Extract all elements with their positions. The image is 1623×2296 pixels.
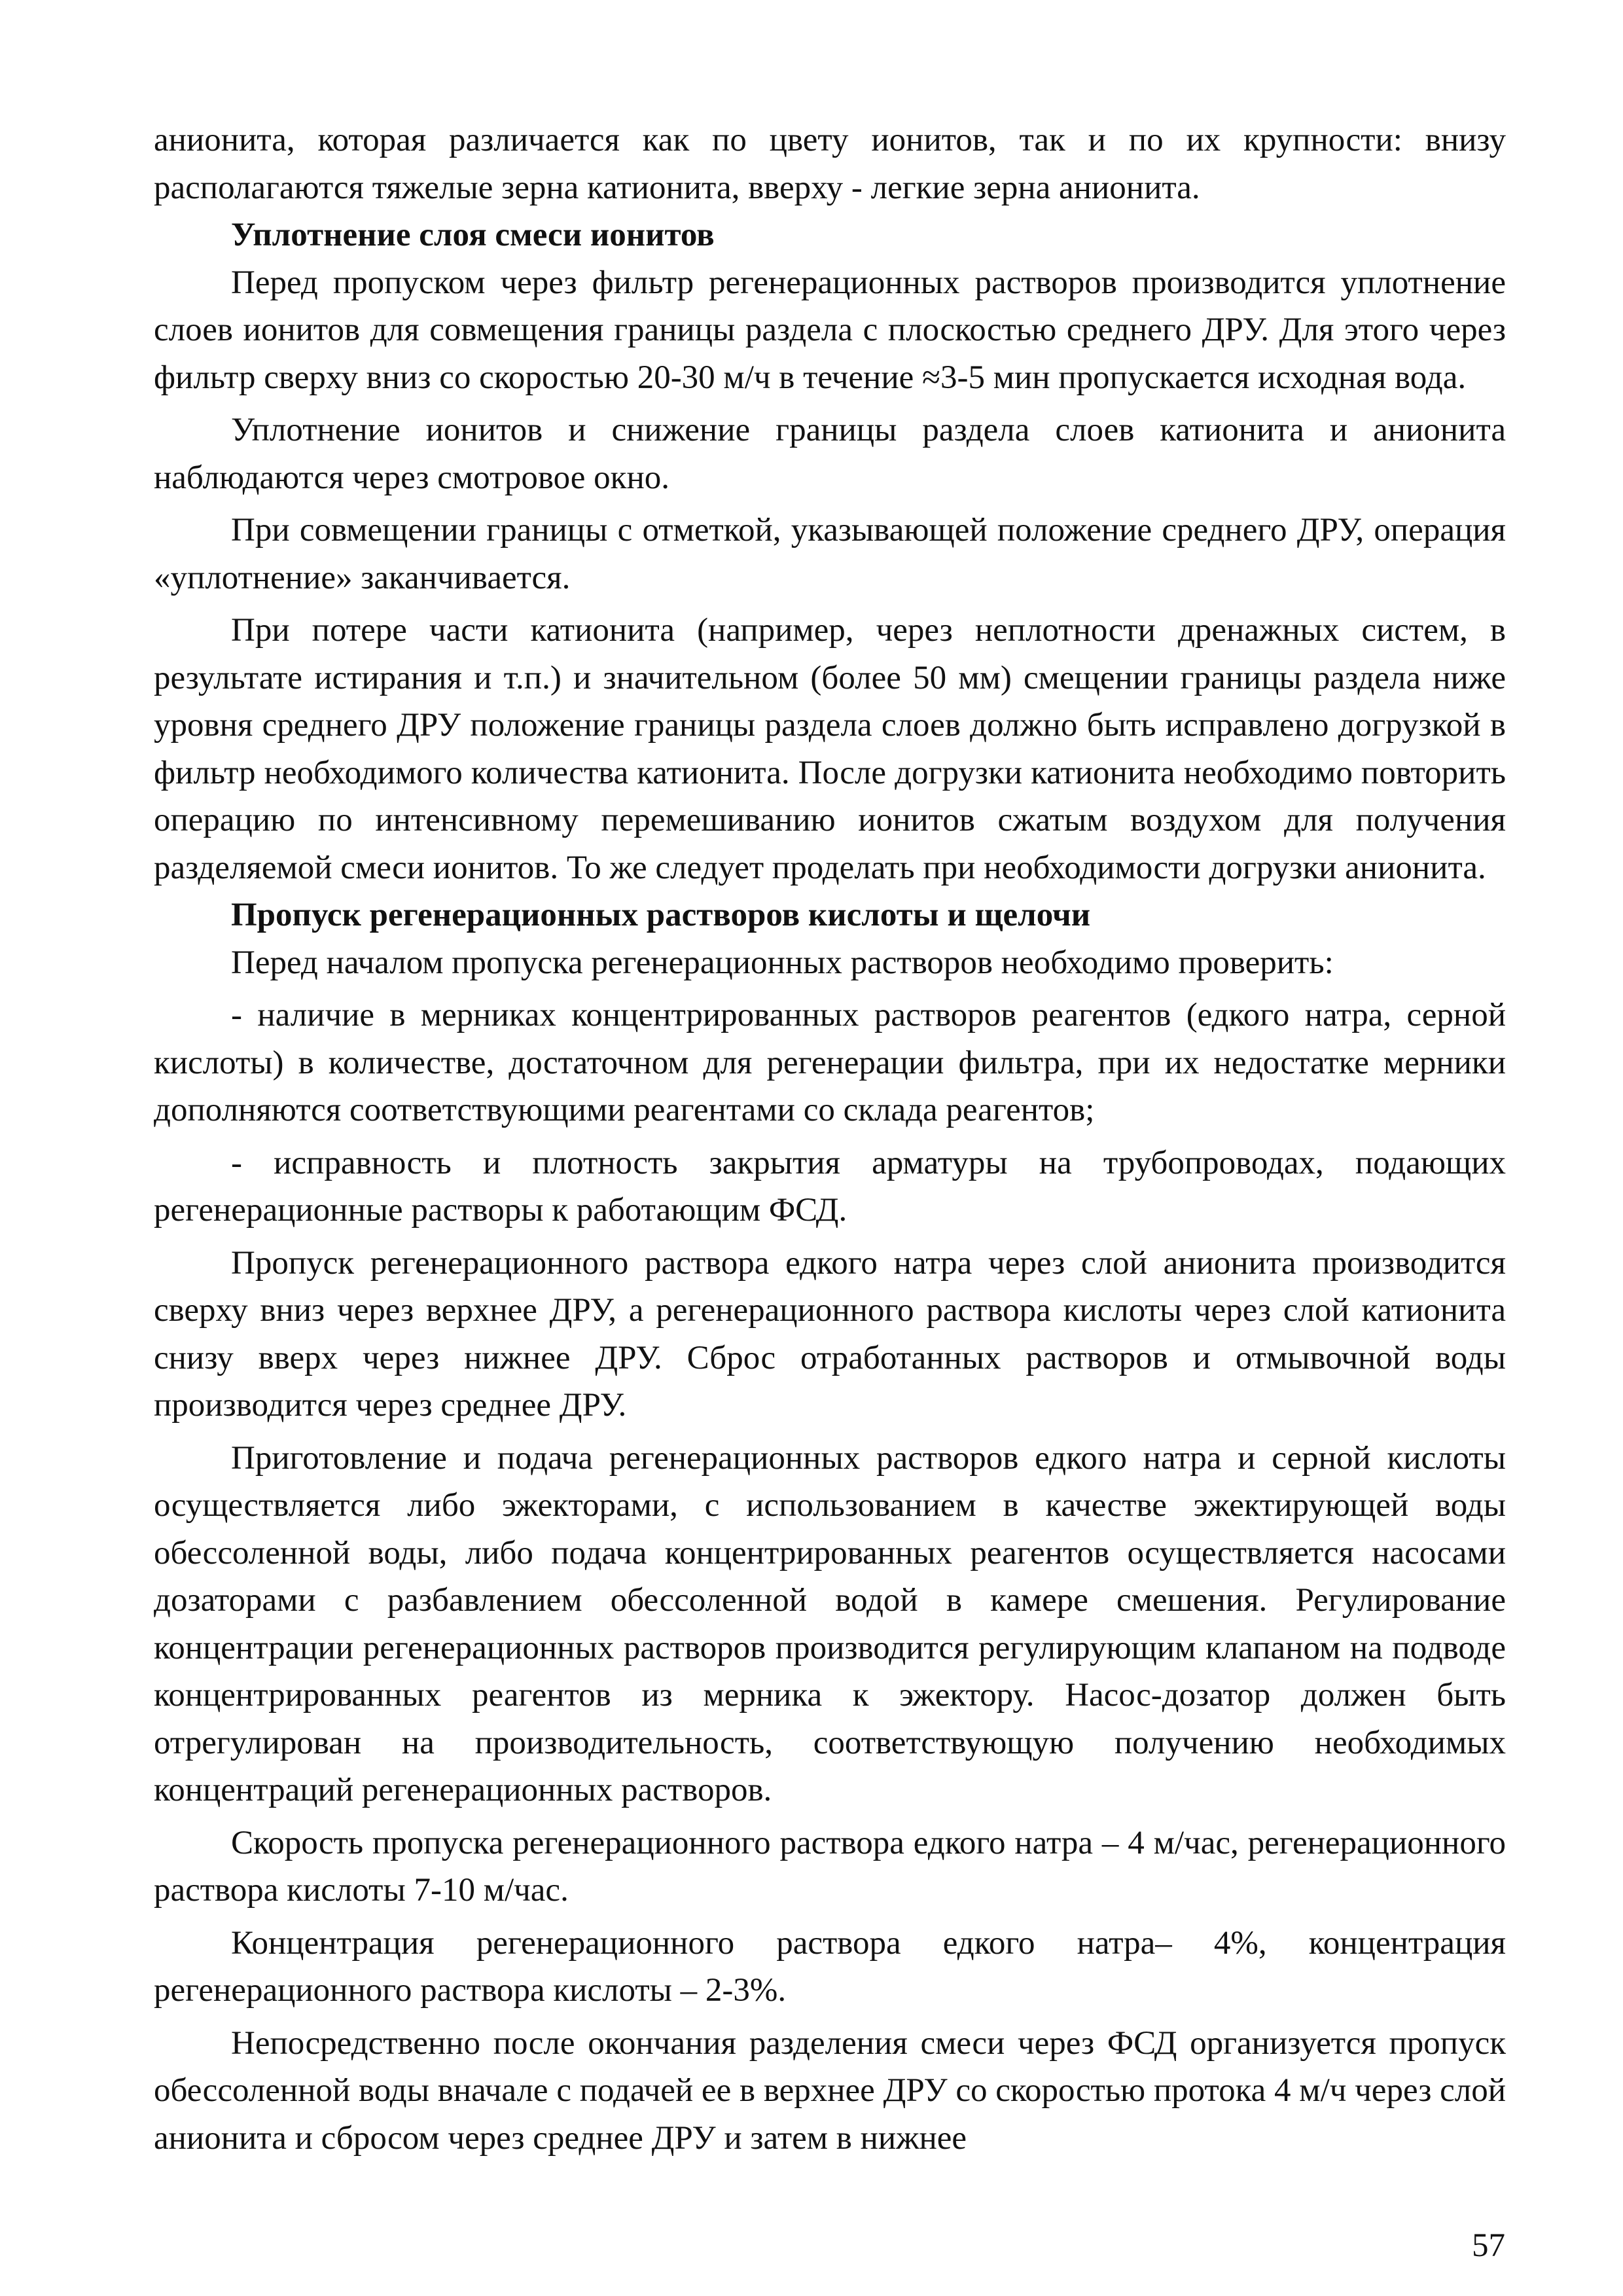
document-body — [154, 117, 1506, 2162]
paragraph-continuation: анионита, которая различается как по цвету ионитов, так и по их крупности: внизу располагаются тяжелые зерна катионита, вверху - легкие зерна анионита. — [154, 122, 1506, 206]
paragraph: При потере части катионита (например, через неплотности дренажных систем, в результате истирания и т.п.) и значительном (более 50 мм) смещении границы раздела ниже уровня среднего ДРУ положение границы раздела слоев должно быть исправлено догрузкой в фильтр необходимого количества катионита. После догрузки катионита необходимо повторить операцию по интенсивному перемешиванию ионитов сжатым воздухом для получения разделяемой смеси ионитов. То же следует проделать при необходимости догрузки анионита. — [154, 612, 1506, 886]
paragraph: Непосредственно после окончания разделения смеси через ФСД организуется пропуск обессоленной воды вначале с подачей ее в верхнее ДРУ со скоростью протока 4 м/ч через слой анионита и сбросом через среднее ДРУ и затем в нижнее — [154, 2024, 1506, 2157]
paragraph: Концентрация регенерационного раствора едкого натра– 4%, концентрация регенерационного раствора кислоты – 2-3%. — [154, 1924, 1506, 2009]
list-item: - наличие в мерниках концентрированных растворов реагентов (едкого натра, серной кислоты) в количестве, достаточном для регенерации фильтра, при их недостатке мерники дополняются соответствующими реагентами со склада реагентов; — [154, 997, 1506, 1128]
paragraph: Перед пропуском через фильтр регенерационных растворов производится уплотнение слоев ионитов для совмещения границы раздела с плоскостью среднего ДРУ. Для этого через фильтр сверху вниз со скоростью 20-30 м/ч в течение ≈3-5 мин пропускается исходная вода. — [154, 264, 1506, 396]
section-heading-compaction: Уплотнение слоя смеси ионитов — [231, 217, 715, 253]
page-number: 57 — [1472, 2227, 1505, 2264]
paragraph: Пропуск регенерационного раствора едкого натра через слой анионита производится сверху вниз через верхнее ДРУ, а регенерационного раствора кислоты через слой катионита снизу вверх через нижнее ДРУ. Сброс отработанных растворов и отмывочной воды производится через среднее ДРУ. — [154, 1244, 1506, 1424]
paragraph: Приготовление и подача регенерационных растворов едкого натра и серной кислоты осуществляется либо эжекторами, с использованием в качестве эжектирующей воды обессоленной воды, либо подача концентрированных реагентов осуществляется насосами дозаторами с разбавлением обессоленной водой в камере смешения. Регулирование концентрации регенерационных растворов производится регулирующим клапаном на подводе концентрированных реагентов из мерника к эжектору. Насос-дозатор должен быть отрегулирован на производительность, соответствующую получению необходимых концентраций регенерационных растворов. — [154, 1439, 1506, 1808]
section-heading-regeneration: Пропуск регенерационных растворов кислоты и щелочи — [231, 897, 1091, 933]
paragraph: При совмещении границы с отметкой, указывающей положение среднего ДРУ, операция «уплотнение» заканчивается. — [154, 512, 1506, 596]
list-item: - исправность и плотность закрытия арматуры на трубопроводах, подающих регенерационные растворы к работающим ФСД. — [154, 1144, 1506, 1229]
paragraph: Скорость пропуска регенерационного раствора едкого натра – 4 м/час, регенерационного раствора кислоты 7-10 м/час. — [154, 1824, 1506, 1909]
paragraph: Перед началом пропуска регенерационных растворов необходимо проверить: — [231, 944, 1334, 981]
paragraph: Уплотнение ионитов и снижение границы раздела слоев катионита и анионита наблюдаются через смотровое окно. — [154, 412, 1506, 496]
